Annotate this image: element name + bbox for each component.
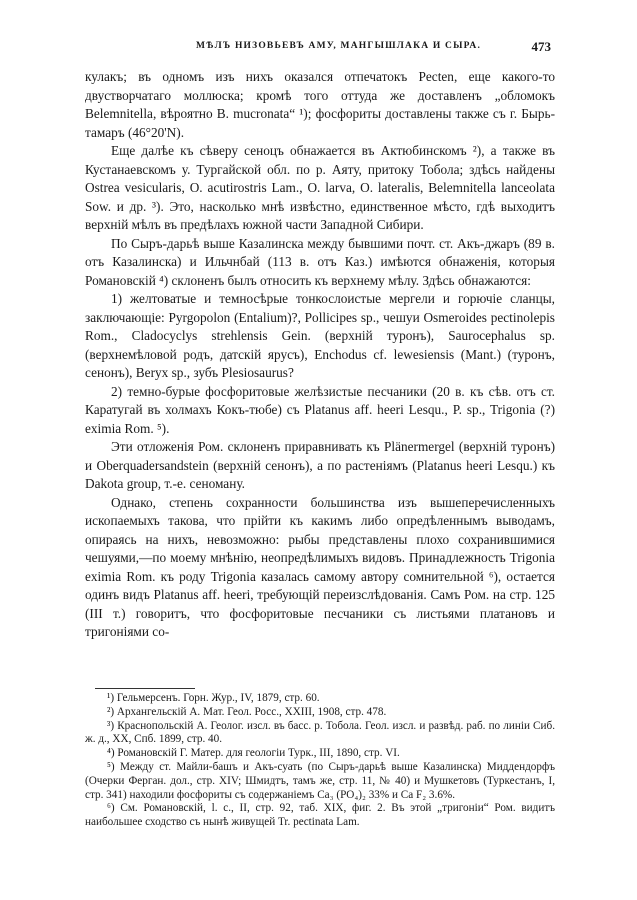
footnote: ⁴) Романовскій Г. Матер. для геологіи Турк., III, 1890, стр. VI. <box>107 747 400 760</box>
paragraph: Эти отложенія Ром. склоненъ приравнивать къ Plänermergel (верхній туронъ) и Oberquadersandstein (верхній сенонъ), а по растеніямъ (Platanus heeri Lesqu.) къ Dakota group, т.-е. сеноману. <box>85 439 555 491</box>
footnotes <box>85 692 555 830</box>
running-title: МѢЛЪ НИЗОВЬЕВЪ АМУ, МАНГЫШЛАКА И СЫРА. <box>196 41 482 51</box>
page-number: 473 <box>531 39 551 54</box>
paragraph: кулакъ; въ одномъ изъ нихъ оказался отпечатокъ Pecten, еще какого-то двустворчатаго моллюска; кромѣ того оттуда же доставленъ „обломокъ Belemnitella, вѣроятно B. mucronata“ ¹); фосфориты доставлены также съ г. Бырь-тамаръ (46°20'N). <box>85 69 555 140</box>
body-text <box>85 68 555 642</box>
paragraph: По Сыръ-дарьѣ выше Казалинска между бывшими почт. ст. Акъ-джаръ (89 в. отъ Казалинска) и Ильчнбай (113 в. отъ Каз.) имѣются обнаженія, которыя Романовскій ⁴) склоненъ былъ относить къ верхнему мѣлу. Здѣсь обнажаются: <box>85 235 555 288</box>
footnote: ¹) Гельмерсенъ. Горн. Жур., IV, 1879, стр. 60. <box>107 692 320 704</box>
paragraph: 2) темно-бурые фосфоритовые желѣзистые песчаники (20 в. къ сѣв. отъ ст. Каратугай въ холмахъ Кокъ-тюбе) съ Platanus aff. heeri Lesqu., P. sp., Trigonia (?) eximia Rom. ⁵). <box>85 383 555 436</box>
footnote: ⁵) Между ст. Майли-башъ и Акъ-суать (по Сыръ-дарьѣ выше Казалинска) Миддендорфъ (Очерки Ферган. дол., стр. XIV; Шмидтъ, тамъ же, стр. 11, № 40) и Мушкетовъ (Туркестанъ, I, стр. 341) находили фосфориты съ содержаніемъ Ca₃ (PO₄)₂ 33% и Ca F₂ 3.6%. <box>85 760 555 801</box>
footnote: ³) Краснопольскій А. Геолог. изсл. въ басс. р. Тобола. Геол. изсл. и развѣд. раб. по линіи Сиб. ж. д., XX, Спб. 1899, стр. 40. <box>85 719 555 746</box>
paragraph: Еще далѣе къ сѣверу сеноцъ обнажается въ Актюбинскомъ ²), а также въ Кустанаевскомъ у. Тургайской обл. по р. Аяту, притоку Тобола; здѣсь найдены Ostrea vesicularis, O. acutirostris Lam., O. larva, O. lateralis, Belemnitella lanceolata Sow. и др. ³). Это, насколько мнѣ извѣстно, единственное мѣсто, гдѣ выходитъ верхній мѣлъ въ предѣлахъ южной части Западной Сибири. <box>85 143 555 232</box>
footnote: ⁶) См. Романовскій, l. c., II, стр. 92, таб. XIX, фиг. 2. Въ этой „тригоніи“ Ром. видитъ наибольшее сходство съ нынѣ живущей Tr. pectinata Lam. <box>85 802 555 829</box>
paragraph: 1) желтоватые и темносѣрые тонкослоистые мергели и горючіе сланцы, заключающіе: Pyrgopolon (Entalium)?, Pollicipes sp., чешуи Osmeroides pectinolepis Rom., Cladocyclys strehlensis Gein. (верхній туронъ), Saurocephalus sp. (верхнемѣловой родъ, датскій ярусъ), Enchodus cf. lewesiensis (Mant.) (туронъ, сенонъ), Beryx sp., зубъ Plesiosaurus? <box>85 291 555 380</box>
footnote-divider <box>95 688 195 689</box>
footnote: ²) Архангельскій А. Мат. Геол. Росс., XXIII, 1908, стр. 478. <box>107 705 387 718</box>
paragraph: Однако, степень сохранности большинства изъ вышеперечисленныхъ ископаемыхъ такова, что прійти къ какимъ либо опредѣленнымъ выводамъ, опираясь на нихъ, невозможно: рыбы представлены плохо сохранившимися чешуями,—по моему мнѣнію, неопредѣлимыхъ видовъ. Принадлежность Trigonia eximia Rom. къ роду Trigonia казалась самому автору сомнительной ⁶), остается одинъ видъ Platanus aff. heeri, требующій переизслѣдованія. Самъ Ром. на стр. 125 (III т.) говоритъ, что фосфоритовые песчаники съ листьями платановъ и тригоніями со- <box>85 494 555 639</box>
